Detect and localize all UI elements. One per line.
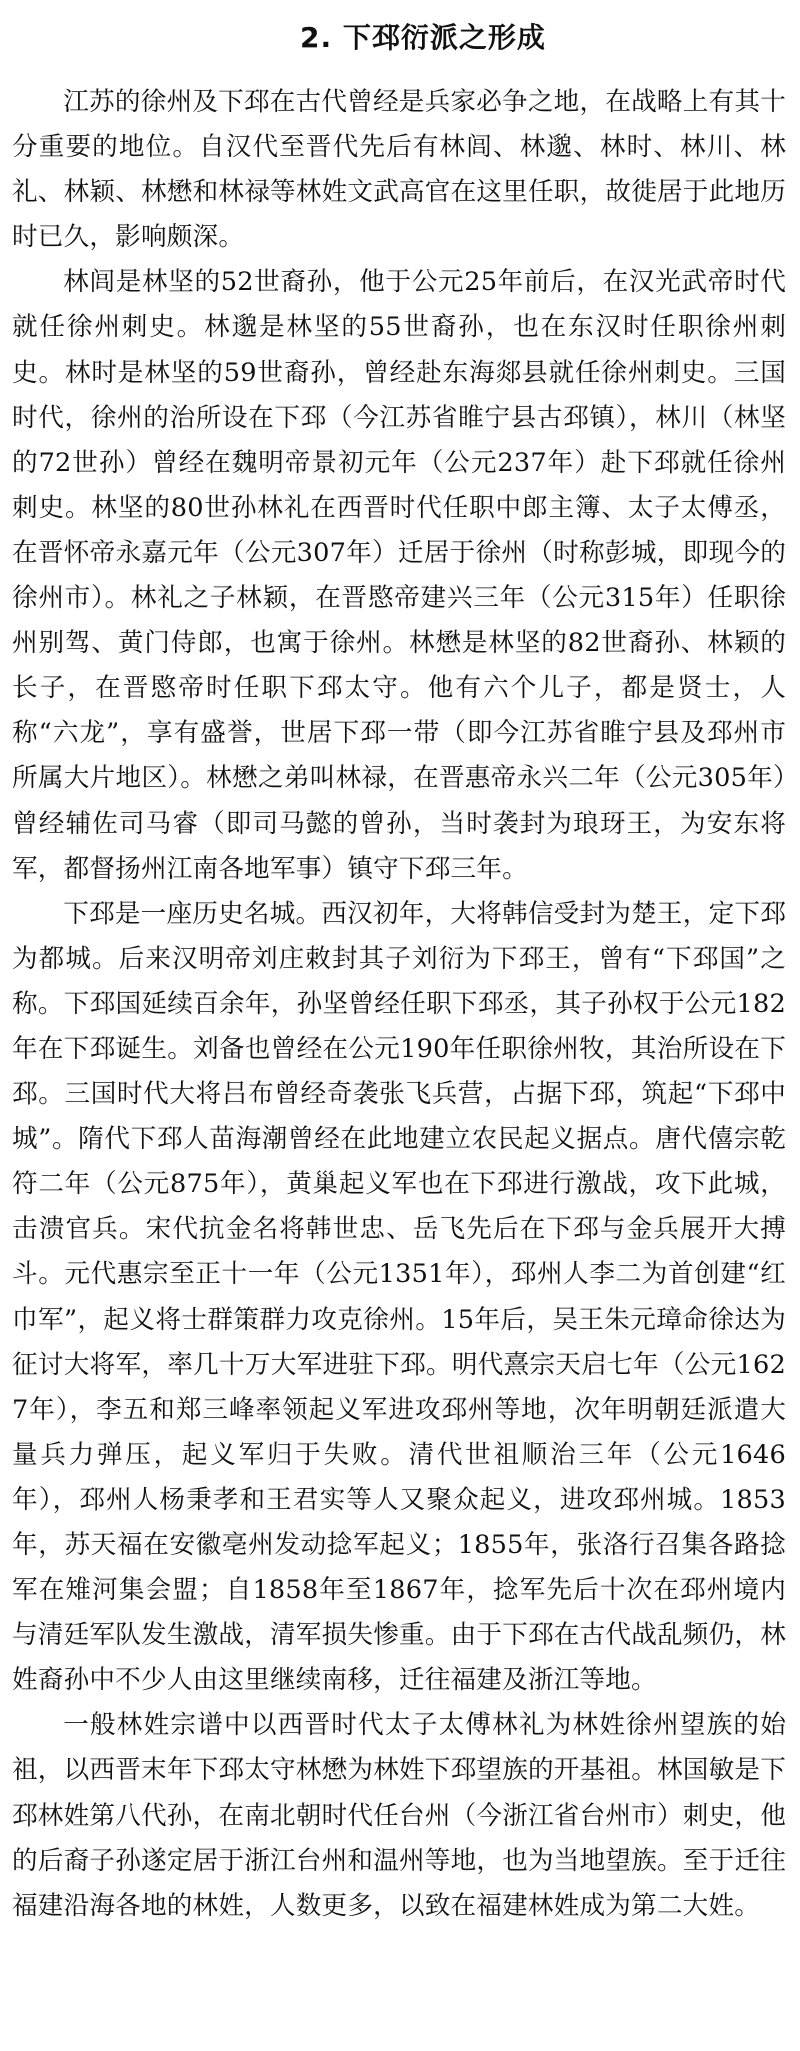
paragraph-2: 林闾是林坚的52世裔孙，他于公元25年前后，在汉光武帝时代就任徐州刺史。林邈是林坚的55世裔孙，也在东汉时任职徐州刺史。林时是林坚的59世裔孙，曾经赴东海郯县就任徐州刺史。三国时代，徐州的治所设在下邳（今江苏省睢宁县古邳镇），林川（林坚的72世孙）曾经在魏明帝景初元年（公元237年）赴下邳就任徐州刺史。林坚的80世孙林礼在西晋时代任职中郎主簿、太子太傅丞，在晋怀帝永嘉元年（公元307年）迁居于徐州（时称彭城，即现今的徐州市）。林礼之子林颖，在晋愍帝建兴三年（公元315年）任职徐州别驾、黄门侍郎，也寓于徐州。林懋是林坚的82世裔孙、林颖的长子，在晋愍帝时任职下邳太守。他有六个儿子，都是贤士，人称“六龙”，享有盛誉，世居下邳一带（即今江苏省睢宁县及邳州市所属大片地区）。林懋之弟叫林禄，在晋惠帝永兴二年（公元305年）曾经辅佐司马睿（即司马懿的曾孙，当时袭封为琅玡王，为安东将军，都督扬州江南各地军事）镇守下邳三年。: [12, 267, 786, 884]
paragraph-1: 江苏的徐州及下邳在古代曾经是兵家必争之地，在战略上有其十分重要的地位。自汉代至晋代先后有林闾、林邈、林时、林川、林礼、林颖、林懋和林禄等林姓文武高官在这里任职，故徙居于此地历时已久，影响颇深。: [12, 87, 786, 253]
paragraph-3: 下邳是一座历史名城。西汉初年，大将韩信受封为楚王，定下邳为都城。后来汉明帝刘庄敕封其子刘衍为下邳王，曾有“下邳国”之称。下邳国延续百余年，孙坚曾经任职下邳丞，其子孙权于公元182年在下邳诞生。刘备也曾经在公元190年任职徐州牧，其治所设在下邳。三国时代大将吕布曾经奇袭张飞兵营，占据下邳，筑起“下邳中城”。隋代下邳人苗海潮曾经在此地建立农民起义据点。唐代僖宗乾符二年（公元875年），黄巢起义军也在下邳进行激战，攻下此城，击溃官兵。宋代抗金名将韩世忠、岳飞先后在下邳与金兵展开大搏斗。元代惠宗至正十一年（公元1351年），邳州人李二为首创建“红巾军”，起义将士群策群力攻克徐州。15年后，吴王朱元璋命徐达为征讨大将军，率几十万大军进驻下邳。明代熹宗天启七年（公元1627年），李五和郑三峰率领起义军进攻邳州等地，次年明朝廷派遣大量兵力弹压，起义军归于失败。清代世祖顺治三年（公元1646年），邳州人杨秉孝和王君实等人又聚众起义，进攻邳州城。1853年，苏天福在安徽亳州发动捻军起义；1855年，张洛行召集各路捻军在雉河集会盟；自1858年至1867年，捻军先后十次在邳州境内与清廷军队发生激战，清军损失惨重。由于下邳在古代战乱频仍，林姓裔孙中不少人由这里继续南移，迁往福建及浙江等地。: [12, 898, 786, 1696]
paragraph-4: 一般林姓宗谱中以西晋时代太子太傅林礼为林姓徐州望族的始祖，以西晋末年下邳太守林懋为林姓下邳望族的开基祖。林国敏是下邳林姓第八代孙，在南北朝时代任台州（今浙江省台州市）刺史，他的后裔子孙遂定居于浙江台州和温州等地，也为当地望族。至于迁往福建沿海各地的林姓，人数更多，以致在福建林姓成为第二大姓。: [12, 1710, 786, 1921]
section-title: 2. 下邳衍派之形成: [300, 21, 546, 54]
